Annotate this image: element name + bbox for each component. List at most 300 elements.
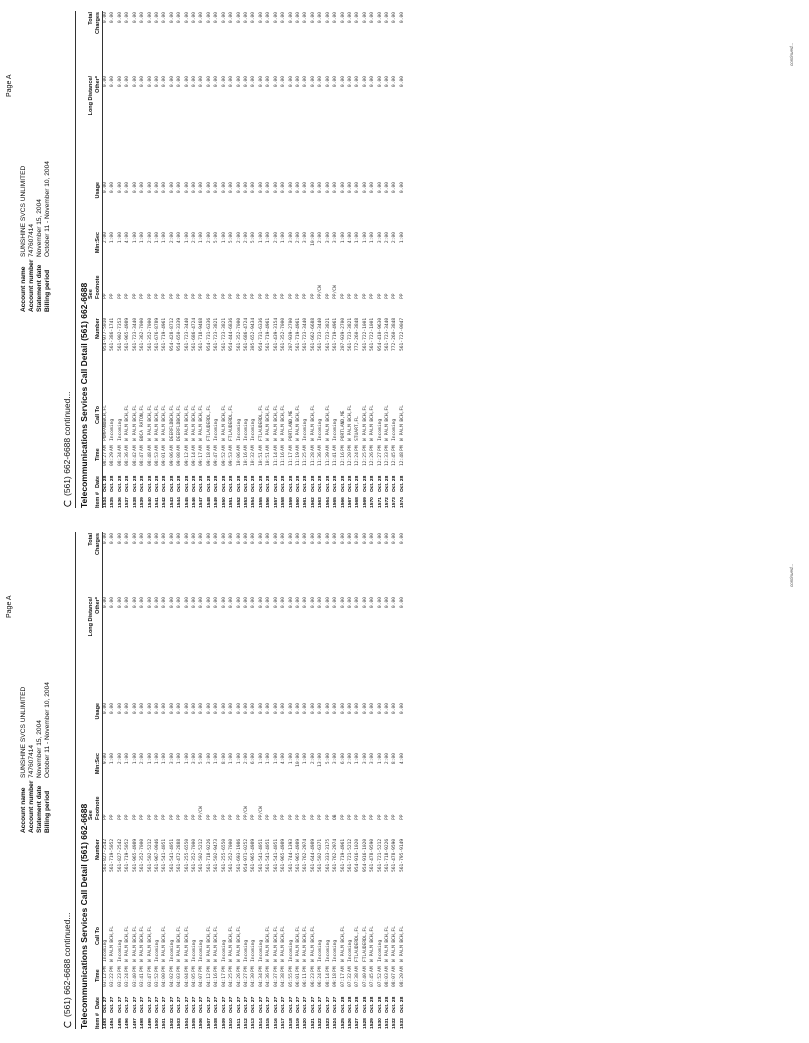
call-time: 07:32 [347,973,353,987]
item-number: 1497 [132,1018,138,1029]
table-row [228,522,235,1043]
header-item: Item # [95,492,101,508]
item-number: 1559 [288,497,294,508]
footnote: PP [221,293,227,299]
item-number: 1550 [221,497,227,508]
total-charge: 0.00 [206,12,212,24]
long-distance-charge: 0.00 [221,597,227,609]
item-number: 1522 [318,1018,324,1029]
minsec: 3:00 [192,753,198,765]
table-row [391,522,398,1043]
item-number: 1569 [362,497,368,508]
call-time: 08:14 [325,973,331,987]
total-charge: 0.00 [132,533,138,545]
phone-number: 561-352-7000 [236,317,242,351]
phone-number: 561-686-4724 [244,317,250,351]
minsec: 1:00 [362,232,368,244]
usage: 0.00 [103,703,108,715]
call-to: W PALM BCH,FL [162,926,168,962]
minsec: 2:00 [103,232,108,244]
table-row [347,1,354,522]
section-title: Telecommunications Services Call Detail (561) 662-6688 [79,803,89,1029]
call-time: 09:17 [199,452,205,466]
phone-number: 561-478-9590 [370,838,376,872]
total-charge: 0.00 [214,12,220,24]
table-row [243,522,250,1043]
minsec: 1:00 [140,232,146,244]
total-charge: 0.00 [192,533,198,545]
phone-number: 561-718-9468 [199,317,205,351]
call-ampm: PM [214,966,220,972]
call-ampm: PM [281,966,287,972]
statement-date-label: Statement date [35,264,43,312]
call-ampm: AM [110,445,116,451]
usage: 0.00 [162,182,168,194]
total-charge: 0.00 [295,533,301,545]
footnote: PP [169,814,175,820]
table-row [332,522,339,1043]
header-time: Time [95,969,101,982]
item-number: 1553 [244,497,250,508]
usage: 0.00 [325,182,331,194]
header-long-distance-2: Other* [95,76,101,93]
minsec: 2:00 [310,753,316,765]
item-number: 1548 [206,497,212,508]
call-ampm: AM [273,445,279,451]
minsec: 3:00 [325,232,331,244]
minsec: 6:00 [251,753,257,765]
company-logo-icon [63,1020,72,1029]
usage: 0.00 [399,182,405,194]
phone-number: 561-723-3440 [184,317,190,351]
call-date: Oct. 27 [295,996,301,1013]
usage: 0.00 [147,182,153,194]
call-time: 12:16 [340,452,346,466]
usage: 0.00 [206,703,212,715]
call-time: 11:36 [318,452,324,466]
call-ampm: PM [385,445,391,451]
total-charge: 0.00 [288,12,294,24]
long-distance-charge: 0.00 [347,76,353,88]
minsec: 2:00 [117,753,123,765]
billing-period-label: Billing period [43,269,51,312]
item-number: 1538 [132,497,138,508]
minsec: 5:00 [325,753,331,765]
item-number: 1537 [125,497,131,508]
statement-date-label: Statement date [35,785,43,833]
long-distance-charge: 0.00 [206,597,212,609]
minsec: 2:00 [244,753,250,765]
footnote: PP [318,814,324,820]
total-charge: 0.00 [125,533,131,545]
call-to: Incoming [117,418,123,441]
call-to: Incoming [117,939,123,962]
call-ampm: AM [177,445,183,451]
usage: 0.00 [258,182,264,194]
call-ampm: PM [295,966,301,972]
usage: 0.00 [355,182,361,194]
footnote: PP [206,814,212,820]
call-date: Oct. 27 [266,996,272,1013]
call-date: Oct. 27 [192,996,198,1013]
phone-number: 561-644-4989 [310,838,316,872]
footnote: PP [355,293,361,299]
usage: 0.00 [221,182,227,194]
continued-heading: (561) 662-6688 continued... [62,391,72,496]
total-charge: 0.00 [266,12,272,24]
long-distance-charge: 0.00 [281,597,287,609]
call-time: 10:16 [244,452,250,466]
section-title: Telecommunications Services Call Detail (561) 662-6688 [79,282,89,508]
phone-number: 561-541-4051 [266,838,272,872]
long-distance-charge: 0.00 [110,76,116,88]
usage: 0.00 [140,703,146,715]
call-ampm: AM [154,445,160,451]
usage: 0.00 [392,182,398,194]
account-values [20,682,52,778]
item-number: 1495 [117,1018,123,1029]
footnote: PP [362,293,368,299]
call-to: Incoming [392,418,398,441]
long-distance-charge: 0.00 [117,597,123,609]
call-ampm: PM [325,966,331,972]
call-to: FTLAUDERDL,FL [355,926,361,962]
item-number: 1557 [273,497,279,508]
item-number: 1534 [103,497,108,508]
table-row [191,1,198,522]
minsec: 1:00 [154,232,160,244]
call-time: 09:08 [177,452,183,466]
total-charge: 0.00 [169,533,175,545]
phone-number: 561-718-9226 [385,838,391,872]
usage: 0.00 [377,182,383,194]
call-time: 11:28 [310,452,316,466]
minsec: 1:00 [221,232,227,244]
divider-line [75,532,76,1029]
usage: 0.00 [192,182,198,194]
total-charge: 0.00 [229,12,235,24]
call-date: Oct. 28 [192,475,198,492]
call-time: 07:38 [355,973,361,987]
footnote: PP [355,814,361,820]
table-row [176,1,183,522]
total-charge: 0.00 [355,12,361,24]
footnote: PP [214,293,220,299]
call-to: W PALM BCH,FL [340,926,346,962]
footnote: OB [333,814,339,820]
call-ampm: PM [162,966,168,972]
call-to: Incoming [110,418,116,441]
call-time: 08:36 [125,452,131,466]
usage: 0.00 [399,703,405,715]
footnote: PP [399,814,405,820]
call-ampm: AM [318,445,324,451]
footnote: PP [162,814,168,820]
total-charge: 0.00 [318,533,324,545]
call-to: W PALM BCH,FL [206,926,212,962]
footnote: PP [266,814,272,820]
item-number: 1502 [169,1018,175,1029]
call-ampm: PM [244,966,250,972]
call-ampm: AM [117,445,123,451]
call-time: 11:19 [295,452,301,466]
phone-number: 561-719-4961 [266,317,272,351]
table-row [384,1,391,522]
call-date: Oct. 28 [340,475,346,492]
total-charge: 0.00 [236,12,242,24]
call-to: W PALM BCH,FL [214,926,220,962]
call-ampm: AM [236,445,242,451]
call-time: 04:26 [236,973,242,987]
call-date: Oct. 27 [325,996,331,1013]
call-to: Incoming [347,939,353,962]
call-date: Oct. 28 [377,475,383,492]
usage: 0.00 [266,703,272,715]
table-row [213,522,220,1043]
total-charge: 0.00 [325,12,331,24]
call-ampm: PM [347,445,353,451]
total-charge: 0.00 [333,533,339,545]
item-number: 1508 [214,1018,220,1029]
minsec: 6:00 [340,753,346,765]
call-to: W PALM BCH,FL [266,926,272,962]
footnote: PP/CW [244,806,250,820]
usage: 0.00 [303,703,309,715]
total-charge: 0.00 [244,12,250,24]
call-ampm: PM [103,966,108,972]
item-number: 1511 [236,1018,242,1029]
long-distance-charge: 0.00 [251,76,257,88]
total-charge: 0.00 [103,12,108,24]
call-time: 09:18 [206,452,212,466]
usage: 0.00 [251,182,257,194]
total-charge: 0.00 [377,533,383,545]
call-date: Oct. 27 [281,996,287,1013]
long-distance-charge: 0.00 [303,597,309,609]
minsec: 1:00 [154,753,160,765]
minsec: 8:00 [221,753,227,765]
table-row [161,522,168,1043]
header-total-2: Charges [95,533,101,556]
call-ampm: AM [310,445,316,451]
footnote: PP/CW [258,806,264,820]
call-to: Incoming [192,939,198,962]
table-row [265,522,272,1043]
usage: 0.00 [288,182,294,194]
long-distance-charge: 0.00 [340,597,346,609]
call-date: Oct. 28 [399,475,405,492]
minsec: 1:00 [117,232,123,244]
call-to: W PALM BCH,FL [229,926,235,962]
footnote: PP [177,293,183,299]
call-to: Incoming [199,939,205,962]
footnote: PP [184,814,190,820]
total-charge: 0.00 [377,12,383,24]
call-ampm: AM [140,445,146,451]
billing-period-label: Billing period [43,790,51,833]
call-time: 09:01 [162,452,168,466]
item-number: 1572 [385,497,391,508]
call-to: W PALM BCH,FL [266,405,272,441]
item-number: 1533 [399,1018,405,1029]
usage: 0.00 [273,182,279,194]
usage: 0.00 [125,703,131,715]
usage: 0.00 [295,703,301,715]
phone-number: 561-762-2974 [333,838,339,872]
item-number: 1524 [333,1018,339,1029]
table-row [362,522,369,1043]
phone-number: 954-916-1020 [362,838,368,872]
long-distance-charge: 0.00 [377,76,383,88]
call-to: W PALM BCH,FL [399,405,405,441]
call-time: 04:12 [206,973,212,987]
footnote: PP [347,293,353,299]
call-to: W PALM BCH,FL [370,405,376,441]
call-to: W PALM BCH,FL [392,926,398,962]
phone-number: 207-939-2700 [340,317,346,351]
total-charge: 0.00 [318,12,324,24]
minsec: 1:00 [266,232,272,244]
minsec: 2:00 [385,753,391,765]
call-date: Oct. 28 [318,475,324,492]
usage: 0.00 [310,703,316,715]
call-ampm: AM [288,445,294,451]
minsec: 1:00 [177,753,183,765]
call-date: Oct. 28 [325,475,331,492]
usage: 0.00 [340,703,346,715]
footnote: PP [303,814,309,820]
call-to: Incoming [214,418,220,441]
usage: 0.00 [229,182,235,194]
header-footnote: Footnote [95,275,101,299]
total-charge: 0.00 [162,533,168,545]
minsec: 3:00 [333,753,339,765]
call-time: 05:55 [288,973,294,987]
phone-number: 561-502-6371 [318,838,324,872]
table-row [273,1,280,522]
call-ampm: AM [295,445,301,451]
call-ampm: PM [192,966,198,972]
usage: 0.00 [347,703,353,715]
usage: 0.00 [125,182,131,194]
usage: 0.00 [251,703,257,715]
call-to: W PALM BCH,FL [177,926,183,962]
table-row [206,522,213,1043]
call-date: Oct. 28 [333,475,339,492]
table-row [340,522,347,1043]
total-charge: 0.00 [362,533,368,545]
call-date: Oct. 27 [251,996,257,1013]
total-charge: 0.00 [192,12,198,24]
header-see: See [88,289,94,299]
call-to: W PALM BCH,FL [310,926,316,962]
minsec: 2:00 [192,232,198,244]
minsec: 2:00 [392,232,398,244]
total-charge: 0.00 [347,533,353,545]
item-number: 1570 [370,497,376,508]
call-ampm: PM [340,445,346,451]
call-ampm: AM [162,445,168,451]
long-distance-charge: 0.00 [140,597,146,609]
call-ampm: PM [229,966,235,972]
phone-number: 561-352-7000 [140,838,146,872]
header-total-2: Charges [95,12,101,35]
call-to: Incoming [103,939,108,962]
minsec: 1:00 [281,232,287,244]
total-charge: 0.00 [169,12,175,24]
phone-number: 561-744-1393 [288,838,294,872]
account-name-value: SUNSHINE SVCS UNLIMITED [20,686,27,778]
usage: 0.00 [370,182,376,194]
call-to: Incoming [318,939,324,962]
minsec: 9:00 [103,753,108,765]
table-row [377,1,384,522]
item-number: 1573 [392,497,398,508]
long-distance-charge: 0.00 [355,76,361,88]
long-distance-charge: 0.00 [392,597,398,609]
call-time: 08:03 [385,973,391,987]
long-distance-charge: 0.00 [399,597,405,609]
phone-number: 561-827-2542 [117,838,123,872]
footnote: PP [310,814,316,820]
call-date: Oct. 28 [370,996,376,1013]
account-number-label: Account number [27,780,35,833]
minsec: 3:00 [169,753,175,765]
item-number: 1547 [199,497,205,508]
table-row [139,522,146,1043]
call-date: Oct. 27 [318,996,324,1013]
call-date: Oct. 27 [206,996,212,1013]
call-time: 03:23 [117,973,123,987]
footnote: PP [103,293,108,299]
table-row [117,522,124,1043]
call-date: Oct. 27 [310,996,316,1013]
usage: 0.00 [221,703,227,715]
phone-number: 954-410-9630 [377,317,383,351]
footnote: PP [325,293,331,299]
long-distance-charge: 0.00 [236,597,242,609]
call-ampm: AM [103,445,108,451]
call-to: FTLAUDERDL,FL [362,926,368,962]
call-to: Incoming [258,939,264,962]
minsec: 3:00 [303,232,309,244]
item-number: 1516 [273,1018,279,1029]
call-time: 04:38 [281,973,287,987]
minsec: 1:00 [273,753,279,765]
phone-number: 561-676-8789 [154,317,160,351]
table-row [161,1,168,522]
item-number: 1549 [214,497,220,508]
long-distance-charge: 0.00 [184,76,190,88]
item-number: 1560 [295,497,301,508]
call-time: 12:27 [377,452,383,466]
call-date: Oct. 27 [184,996,190,1013]
usage: 0.00 [288,703,294,715]
item-number: 1562 [310,497,316,508]
phone-number: 954-444-6836 [229,317,235,351]
footnote: PP [110,293,116,299]
phone-number: 561-723-3440 [318,317,324,351]
call-date: Oct. 28 [177,475,183,492]
call-ampm: AM [385,966,391,972]
phone-number: 954-731-6336 [206,317,212,351]
call-ampm: AM [125,445,131,451]
call-time: 08:47 [140,452,146,466]
table-row [295,522,302,1043]
call-date: Oct. 27 [273,996,279,1013]
long-distance-charge: 0.00 [310,597,316,609]
call-ampm: AM [229,445,235,451]
